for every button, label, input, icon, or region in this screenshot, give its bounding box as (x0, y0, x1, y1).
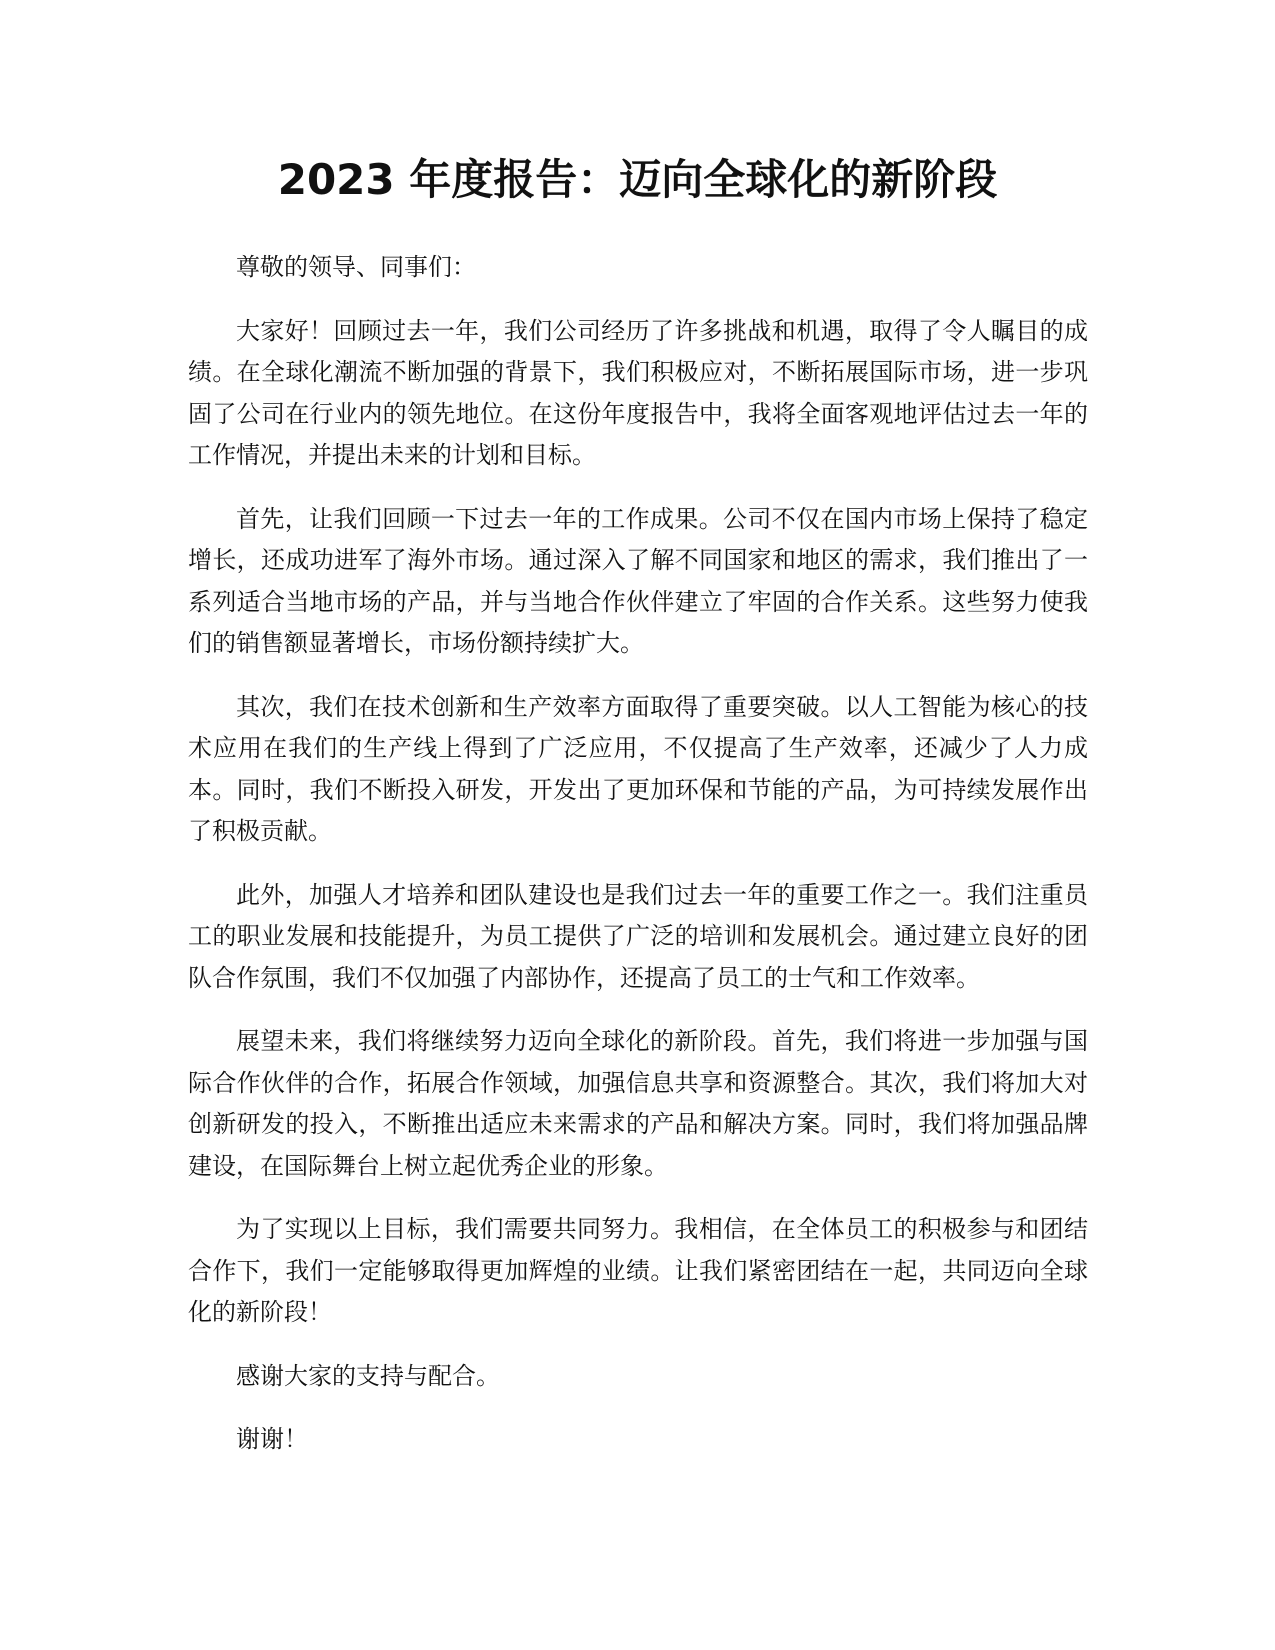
document-title: 2023 年度报告：迈向全球化的新阶段 (277, 155, 998, 204)
body-paragraph: 大家好！回顾过去一年，我们公司经历了许多挑战和机遇，取得了令人瞩目的成绩。在全球化潮流不断加强的背景下，我们积极应对，不断拓展国际市场，进一步巩固了公司在行业内的领先地位。在这份年度报告中，我将全面客观地评估过去一年的工作情况，并提出未来的计划和目标。 (188, 316, 1088, 469)
body-paragraph: 为了实现以上目标，我们需要共同努力。我相信，在全体员工的积极参与和团结合作下，我们一定能够取得更加辉煌的业绩。让我们紧密团结在一起，共同迈向全球化的新阶段！ (188, 1215, 1088, 1326)
body-paragraph: 此外，加强人才培养和团队建设也是我们过去一年的重要工作之一。我们注重员工的职业发展和技能提升，为员工提供了广泛的培训和发展机会。通过建立良好的团队合作氛围，我们不仅加强了内部协作，还提高了员工的士气和工作效率。 (188, 880, 1088, 992)
document-body (188, 247, 1088, 1483)
greeting-paragraph: 尊敬的领导、同事们： (236, 253, 476, 281)
body-paragraph: 展望未来，我们将继续努力迈向全球化的新阶段。首先，我们将进一步加强与国际合作伙伴的合作，拓展合作领域，加强信息共享和资源整合。其次，我们将加大对创新研发的投入，不断推出适应未来需求的产品和解决方案。同时，我们将加强品牌建设，在国际舞台上树立起优秀企业的形象。 (188, 1027, 1088, 1180)
closing-thanks: 谢谢！ (236, 1425, 308, 1453)
closing-paragraph: 感谢大家的支持与配合。 (236, 1361, 500, 1390)
body-paragraph: 其次，我们在技术创新和生产效率方面取得了重要突破。以人工智能为核心的技术应用在我们的生产线上得到了广泛应用，不仅提高了生产效率，还减少了人力成本。同时，我们不断投入研发，开发出了更加环保和节能的产品，为可持续发展作出了积极贡献。 (188, 692, 1088, 845)
body-paragraph: 首先，让我们回顾一下过去一年的工作成果。公司不仅在国内市场上保持了稳定增长，还成功进军了海外市场。通过深入了解不同国家和地区的需求，我们推出了一系列适合当地市场的产品，并与当地合作伙伴建立了牢固的合作关系。这些努力使我们的销售额显著增长，市场份额持续扩大。 (188, 504, 1088, 657)
